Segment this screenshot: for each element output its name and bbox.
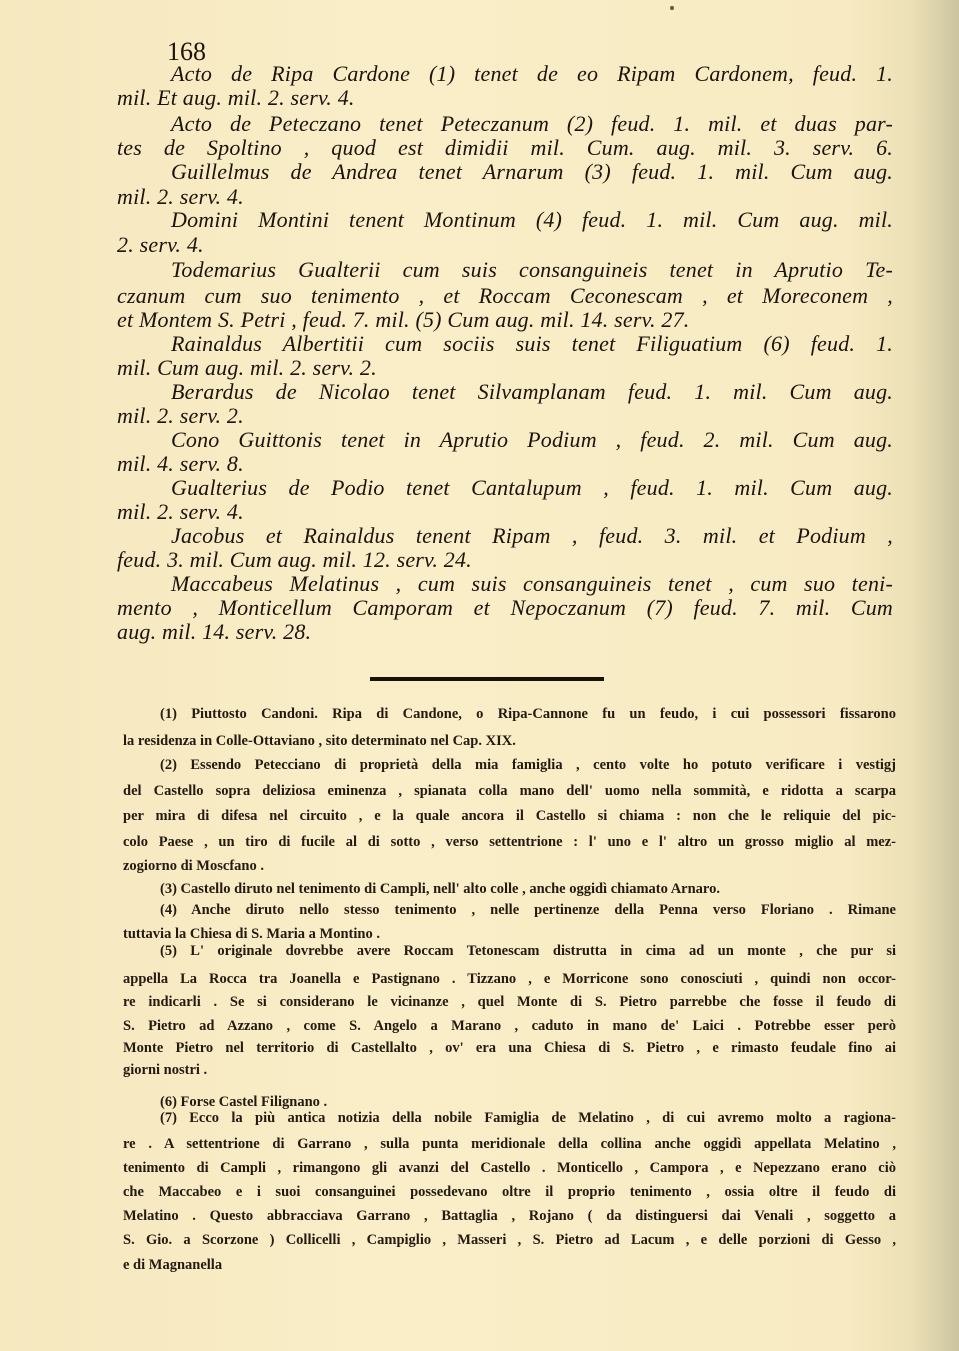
main-text-line: Berardus de Nicolao tenet Silvamplanam feud. 1. mil. Cum aug. [171,379,893,404]
main-text-line: Cono Guittonis tenet in Aprutio Podium , feud. 2. mil. Cum aug. [171,427,893,452]
main-text-line: Gualterius de Podio tenet Cantalupum , feud. 1. mil. Cum aug. [171,475,893,500]
page-number: 168 [167,37,206,66]
main-text-line: feud. 3. mil. Cum aug. mil. 12. serv. 24. [117,547,472,572]
footnote-line: (4) Anche diruto nello stesso tenimento , nelle pertinenze della Penna verso Floriano . Rimane [160,902,896,918]
footnote-line: zogiorno di Moscfano . [123,858,264,874]
footnote-line: S. Pietro ad Azzano , come S. Angelo a Marano , caduto in mano de' Laici . Potrebbe esser però [123,1018,896,1034]
footnote-line: Monte Pietro nel territorio di Castellalto , ov' era una Chiesa di S. Pietro , e rimasto feudale fino ai [123,1040,896,1056]
footnote-line: giorni nostri . [123,1062,208,1078]
footnote-line: (6) Forse Castel Filignano . [160,1094,328,1110]
main-text-line: Jacobus et Rainaldus tenent Ripam , feud. 3. mil. et Podium , [171,523,893,548]
main-text-line: et Montem S. Petri , feud. 7. mil. (5) Cum aug. mil. 14. serv. 27. [117,307,690,332]
footnote-line: appella La Rocca tra Joanella e Pastignano . Tizzano , e Morricone sono conosciuti , quindi non occor- [123,971,896,987]
footnote-line: la residenza in Colle-Ottaviano , sito determinato nel Cap. XIX. [123,733,516,749]
footnote-line: tuttavia la Chiesa di S. Maria a Montino . [123,926,380,942]
separator-rule [370,677,604,681]
footnote-line: (2) Essendo Petecciano di proprietà della mia famiglia , cento volte ho potuto verificare i vestigj [160,757,896,773]
footnote-line: colo Paese , un tiro di fucile al di sotto , verso settentrione : l' uno e l' altro un grosso miglio al mez- [123,834,896,850]
main-text-line: mento , Monticellum Camporam et Nepoczanum (7) feud. 7. mil. Cum [117,595,893,620]
main-text-line: Rainaldus Albertitii cum sociis suis tenet Filiguatium (6) feud. 1. [171,331,893,356]
footnote-line: re indicarli . Se si considerano le vicinanze , quel Monte di S. Pietro parrebbe che fosse il feudo di [123,994,896,1010]
main-text-line: aug. mil. 14. serv. 28. [117,619,312,644]
main-text-line: mil. 2. serv. 4. [117,499,244,524]
footnote-line: (1) Piuttosto Candoni. Ripa di Candone, o Ripa-Cannone fu un feudo, i cui possessori fissarono [160,706,896,722]
main-text-line: mil. Cum aug. mil. 2. serv. 2. [117,355,377,380]
footnote-line: e di Magnanella [123,1257,223,1273]
footnote-line: tenimento di Campli , rimangono gli avanzi del Castello . Monticello , Campora , e Nepezzano erano ciò [123,1160,896,1176]
main-text-line: Guillelmus de Andrea tenet Arnarum (3) feud. 1. mil. Cum aug. [171,159,893,184]
footnote-line: S. Gio. a Scorzone ) Collicelli , Campiglio , Masseri , S. Pietro ad Lacum , e delle porzioni di Gesso , [123,1232,896,1248]
footnote-line: (3) Castello diruto nel tenimento di Campli, nell' alto colle , anche oggidì chiamato Arnaro. [160,881,720,897]
main-text-line: mil. 2. serv. 4. [117,184,244,209]
main-text-line: Acto de Peteczano tenet Peteczanum (2) feud. 1. mil. et duas par- [171,111,893,136]
footnote-line: del Castello sopra deliziosa eminenza , spianata colla mano dell' uomo nella sommità, e ridotta a scarpa [123,783,896,799]
footnote-line: Melatino . Questo abbracciava Garrano , Battaglia , Rojano ( da distinguersi dai Venali , soggetto a [123,1208,896,1224]
main-text-line: tes de Spoltino , quod est dimidii mil. Cum. aug. mil. 3. serv. 6. [117,135,893,160]
main-text-line: Todemarius Gualterii cum suis consanguineis tenet in Aprutio Te- [171,257,893,282]
footnote-line: che Maccabeo e i suoi consanguinei possedevano oltre il proprio tenimento , ossia oltre il feudo di [123,1184,896,1200]
footnote-line: (5) L' originale dovrebbe avere Roccam Tetonescam distrutta in cima ad un monte , che pur si [160,943,896,959]
main-text-line: mil. Et aug. mil. 2. serv. 4. [117,85,355,110]
footnote-line: (7) Ecco la più antica notizia della nobile Famiglia de Melatino , di cui avremo molto a ragiona- [160,1110,896,1126]
main-text-line: 2. serv. 4. [117,232,204,257]
main-text-line: mil. 4. serv. 8. [117,451,244,476]
footnote-line: per mira di difesa nel circuito , e la quale ancora il Castello si chiama : non che le reliquie del pic- [123,808,896,824]
main-text-line: mil. 2. serv. 2. [117,403,244,428]
main-text-line: czanum cum suo tenimento , et Roccam Ceconescam , et Moreconem , [117,283,893,308]
ink-speck [670,6,674,10]
main-text-line: Domini Montini tenent Montinum (4) feud. 1. mil. Cum aug. mil. [171,207,893,232]
footnote-line: re . A settentrione di Garrano , sulla punta meridionale della collina anche oggidì appellata Melatino , [123,1136,896,1152]
main-text-line: Maccabeus Melatinus , cum suis consanguineis tenet , cum suo teni- [171,571,893,596]
main-text-line: Acto de Ripa Cardone (1) tenet de eo Ripam Cardonem, feud. 1. [171,61,893,86]
